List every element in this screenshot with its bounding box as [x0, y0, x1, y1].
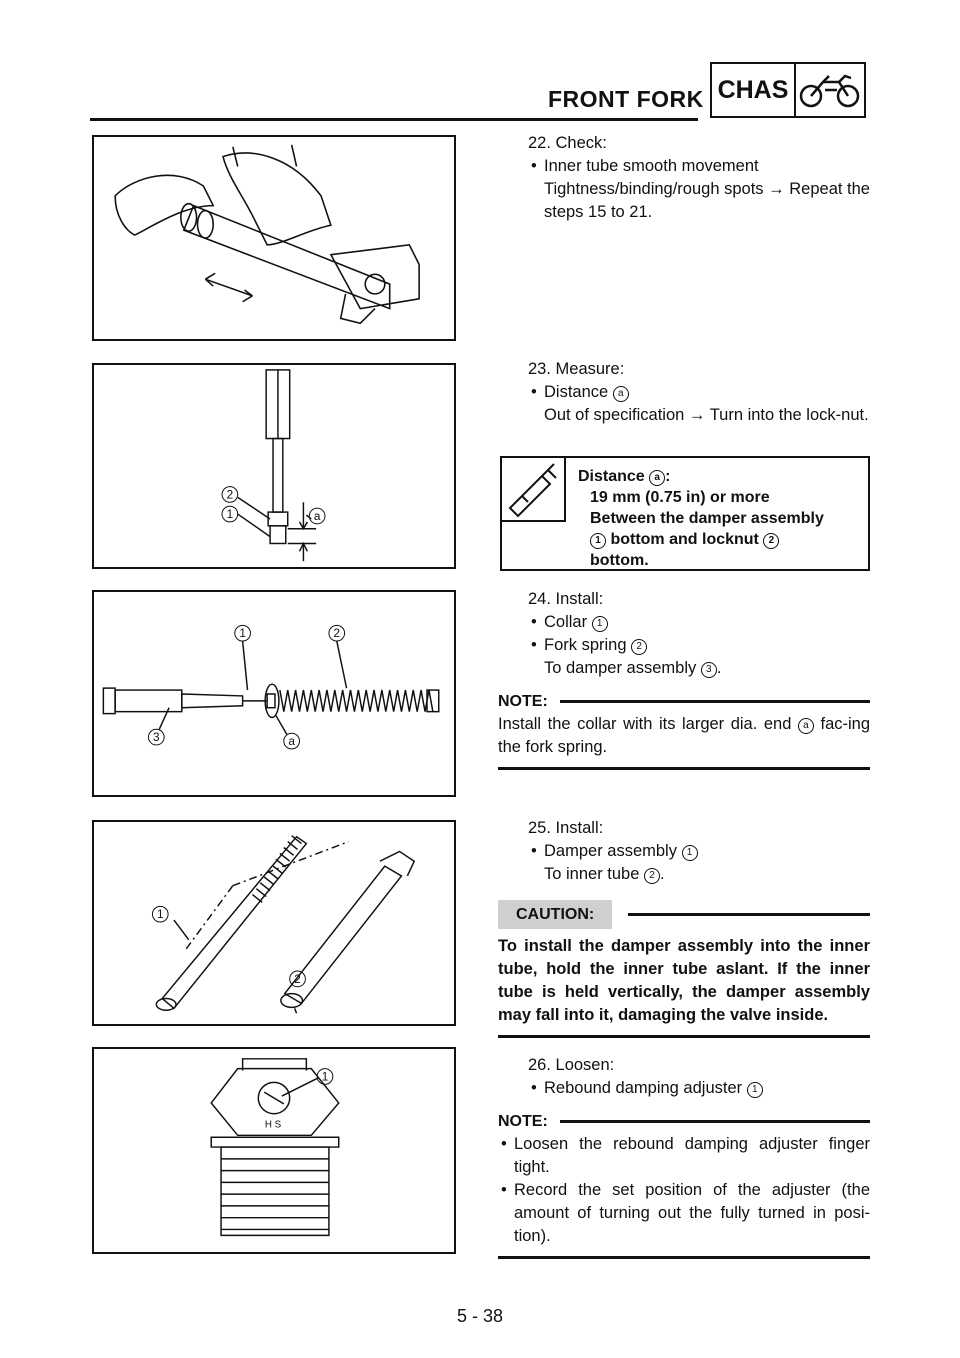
spec-line: Between the damper assembly: [590, 510, 824, 527]
note-header: [498, 1110, 870, 1133]
callout-3: 3: [153, 731, 160, 745]
badge-label: CHAS: [712, 64, 796, 116]
spec-line: bottom.: [590, 552, 649, 569]
bullet-text: Collar: [544, 613, 588, 631]
section-title: FRONT FORK: [548, 86, 704, 112]
sub-text: To damper assembly: [544, 659, 697, 677]
ref-1: 1: [592, 616, 608, 632]
caution-text: To install the damper assembly into the inner tube, hold the inner tube aslant. If the inner tube is held vertically, the damper assembly may fall into it, damaging the valve inside.: [498, 937, 870, 1024]
ref-3: 3: [701, 662, 717, 678]
spec-box: [500, 456, 870, 571]
note-item: • Record the set position of the adjuster (the amount of turning out the fully turned in posi-tion).: [514, 1179, 870, 1248]
hs-marking: H S: [264, 1119, 282, 1131]
note-text-a: Install the collar with its larger dia. end: [498, 715, 792, 733]
spec-line: [590, 529, 824, 550]
note-item: • Loosen the rebound damping adjuster finger tight.: [514, 1133, 870, 1179]
ref-2: 2: [631, 639, 647, 655]
step-bullet: [544, 840, 870, 863]
note-header: [498, 690, 870, 713]
figure-damper-install: [92, 820, 456, 1026]
callout-a: a: [313, 509, 321, 523]
figure-distance-measure: [92, 363, 456, 569]
note-text-b: fac-ing the fork spring.: [498, 715, 871, 756]
note-label: NOTE:: [498, 693, 548, 710]
callout-2: 2: [294, 972, 301, 986]
step-24: [498, 588, 870, 770]
step-bullet: [544, 1077, 870, 1100]
step-sub: To inner tube 2 .: [544, 865, 665, 883]
bullet-text: Fork spring: [544, 636, 627, 654]
step-bullet: [544, 381, 870, 404]
step-heading: 22. Check:: [528, 134, 607, 152]
ref-a: a: [798, 718, 814, 734]
note-end-rule: [498, 1256, 870, 1259]
spec-label: Distance: [578, 468, 645, 485]
step-sub: To damper assembly 3 .: [544, 659, 722, 677]
step-heading: 23. Measure:: [528, 360, 625, 378]
step-sub: Out of specification → Turn into the lock-nut.: [544, 406, 869, 424]
step-22: [498, 132, 870, 224]
spec-line-text: bottom and locknut: [610, 531, 759, 548]
caution-end-rule: [498, 1035, 870, 1038]
figure-rebound-adjuster: [92, 1047, 456, 1254]
callout-1: 1: [321, 1070, 329, 1084]
bullet-text: Damper assembly: [544, 842, 677, 860]
spec-value: 19 mm (0.75 in) or more: [590, 489, 770, 506]
figure-collar-spring: [92, 590, 456, 797]
step-bullet: • Inner tube smooth movement: [544, 155, 870, 178]
page-number: 5 - 38: [456, 1306, 504, 1326]
ref-a: a: [649, 470, 665, 486]
caution-header: [498, 900, 870, 929]
bullet-text: Distance: [544, 383, 609, 401]
note-text: [498, 713, 870, 759]
bullet-text: Rebound damping adjuster: [544, 1079, 743, 1097]
section-badge: [710, 62, 866, 118]
step-sub: Tightness/binding/rough spots → Repeat the steps 15 to 21.: [544, 180, 870, 221]
step-heading: 25. Install:: [528, 819, 604, 837]
ref-1: 1: [682, 845, 698, 861]
ref-a: a: [613, 386, 629, 402]
sub-text: To inner tube: [544, 865, 640, 883]
step-heading: 24. Install:: [528, 590, 604, 608]
callout-1: 1: [156, 908, 164, 922]
step-26: [498, 1054, 870, 1259]
caution-label: CAUTION:: [498, 900, 612, 929]
spec-text: Distance a : 19 mm (0.75 in) or more Between the damper assembly 1 bottom and locknut 2 bottom.: [578, 468, 824, 569]
step-bullet: [544, 634, 870, 657]
header-rule: [90, 118, 698, 121]
step-heading: 26. Loosen:: [528, 1056, 615, 1074]
ref-1: 1: [590, 533, 606, 549]
caliper-icon: [502, 458, 566, 522]
step-bullet: [544, 611, 870, 634]
callout-2: 2: [226, 488, 234, 502]
note-label: NOTE:: [498, 1113, 548, 1130]
step-23: [498, 358, 870, 427]
callout-1: 1: [239, 627, 246, 641]
callout-a: a: [288, 734, 295, 748]
step-25: [498, 817, 870, 1038]
motorcycle-icon: [796, 64, 864, 116]
callout-2: 2: [333, 627, 341, 641]
figure-inner-tube-check: [92, 135, 456, 341]
ref-1: 1: [747, 1082, 763, 1098]
ref-2: 2: [644, 868, 660, 884]
note-end-rule: [498, 767, 870, 770]
callout-1: 1: [226, 507, 234, 521]
ref-2: 2: [763, 533, 779, 549]
